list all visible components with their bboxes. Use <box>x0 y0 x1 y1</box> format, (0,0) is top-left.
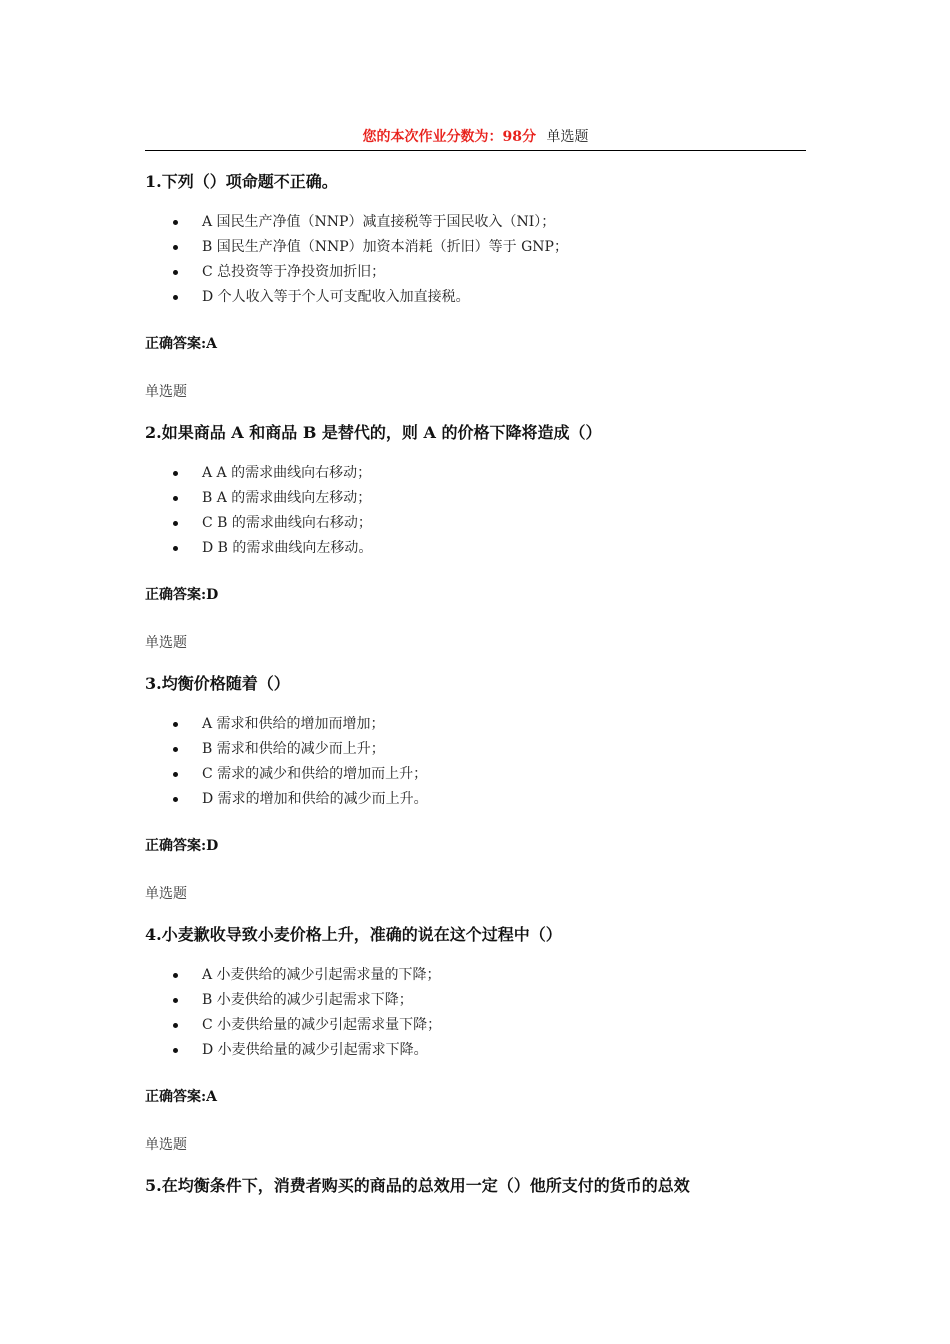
option-text: D 需求的增加和供给的减少而上升。 <box>202 791 428 807</box>
option-item <box>145 536 806 561</box>
question-type-label: 单选题 <box>145 635 187 651</box>
option-text: D B 的需求曲线向左移动。 <box>202 540 373 556</box>
bullet-icon <box>173 772 178 777</box>
option-list <box>145 210 806 310</box>
option-item <box>145 787 806 812</box>
option-text: A 小麦供给的减少引起需求量的下降； <box>202 967 441 983</box>
bullet-icon <box>173 1048 178 1053</box>
option-text: C 总投资等于净投资加折旧； <box>202 264 386 280</box>
option-text: C 小麦供给量的减少引起需求量下降； <box>202 1017 442 1033</box>
question-type-label: 单选题 <box>145 1137 187 1153</box>
option-item <box>145 511 806 536</box>
option-item <box>145 1038 806 1063</box>
option-item <box>145 737 806 762</box>
option-text: C B 的需求曲线向右移动； <box>202 515 372 531</box>
bullet-icon <box>173 220 178 225</box>
question-4 <box>145 924 806 1155</box>
bullet-icon <box>173 295 178 300</box>
bullet-icon <box>173 747 178 752</box>
option-item <box>145 210 806 235</box>
bullet-icon <box>173 722 178 727</box>
correct-answer: 正确答案:A <box>145 1089 218 1105</box>
bullet-icon <box>173 1023 178 1028</box>
option-text: B 需求和供给的减少而上升； <box>202 741 385 757</box>
question-type-label: 单选题 <box>145 886 187 902</box>
option-item <box>145 260 806 285</box>
correct-answer: 正确答案:D <box>145 838 219 854</box>
question-title: 3.均衡价格随着（） <box>145 674 290 693</box>
option-text: B A 的需求曲线向左移动； <box>202 490 372 506</box>
bullet-icon <box>173 797 178 802</box>
question-title: 4.小麦歉收导致小麦价格上升，准确的说在这个过程中（） <box>145 925 562 944</box>
option-text: A 国民生产净值（NNP）减直接税等于国民收入（NI）； <box>202 214 556 230</box>
question-title: 2.如果商品 A 和商品 B 是替代的，则 A 的价格下降将造成（） <box>145 423 602 442</box>
option-list <box>145 712 806 812</box>
option-text: A 需求和供给的增加而增加； <box>202 716 385 732</box>
option-text: B 国民生产净值（NNP）加资本消耗（折旧）等于 GNP； <box>202 239 568 255</box>
question-type-label: 单选题 <box>546 129 589 145</box>
option-list <box>145 461 806 561</box>
option-item <box>145 712 806 737</box>
option-text: D 个人收入等于个人可支配收入加直接税。 <box>202 289 470 305</box>
option-list <box>145 963 806 1063</box>
question-title: 1.下列（）项命题不正确。 <box>145 172 338 191</box>
question-title: 5.在均衡条件下，消费者购买的商品的总效用一定（）他所支付的货币的总效 <box>145 1176 690 1195</box>
option-text: A A 的需求曲线向右移动； <box>202 465 372 481</box>
question-2 <box>145 422 806 653</box>
question-1 <box>145 171 806 402</box>
bullet-icon <box>173 496 178 501</box>
score-text: 您的本次作业分数为：98分 <box>362 129 537 145</box>
bullet-icon <box>173 270 178 275</box>
option-item <box>145 486 806 511</box>
option-item <box>145 235 806 260</box>
option-item <box>145 285 806 310</box>
option-item <box>145 461 806 486</box>
option-item <box>145 963 806 988</box>
bullet-icon <box>173 471 178 476</box>
question-3 <box>145 673 806 904</box>
option-text: D 小麦供给量的减少引起需求下降。 <box>202 1042 428 1058</box>
document-page <box>145 128 806 1197</box>
question-type-label: 单选题 <box>145 384 187 400</box>
option-text: C 需求的减少和供给的增加而上升； <box>202 766 428 782</box>
option-text: B 小麦供给的减少引起需求下降； <box>202 992 413 1008</box>
bullet-icon <box>173 546 178 551</box>
option-item <box>145 762 806 787</box>
bullet-icon <box>173 245 178 250</box>
score-header <box>145 128 806 151</box>
correct-answer: 正确答案:A <box>145 336 218 352</box>
bullet-icon <box>173 973 178 978</box>
question-5 <box>145 1175 806 1197</box>
bullet-icon <box>173 998 178 1003</box>
correct-answer: 正确答案:D <box>145 587 219 603</box>
bullet-icon <box>173 521 178 526</box>
option-item <box>145 1013 806 1038</box>
option-item <box>145 988 806 1013</box>
